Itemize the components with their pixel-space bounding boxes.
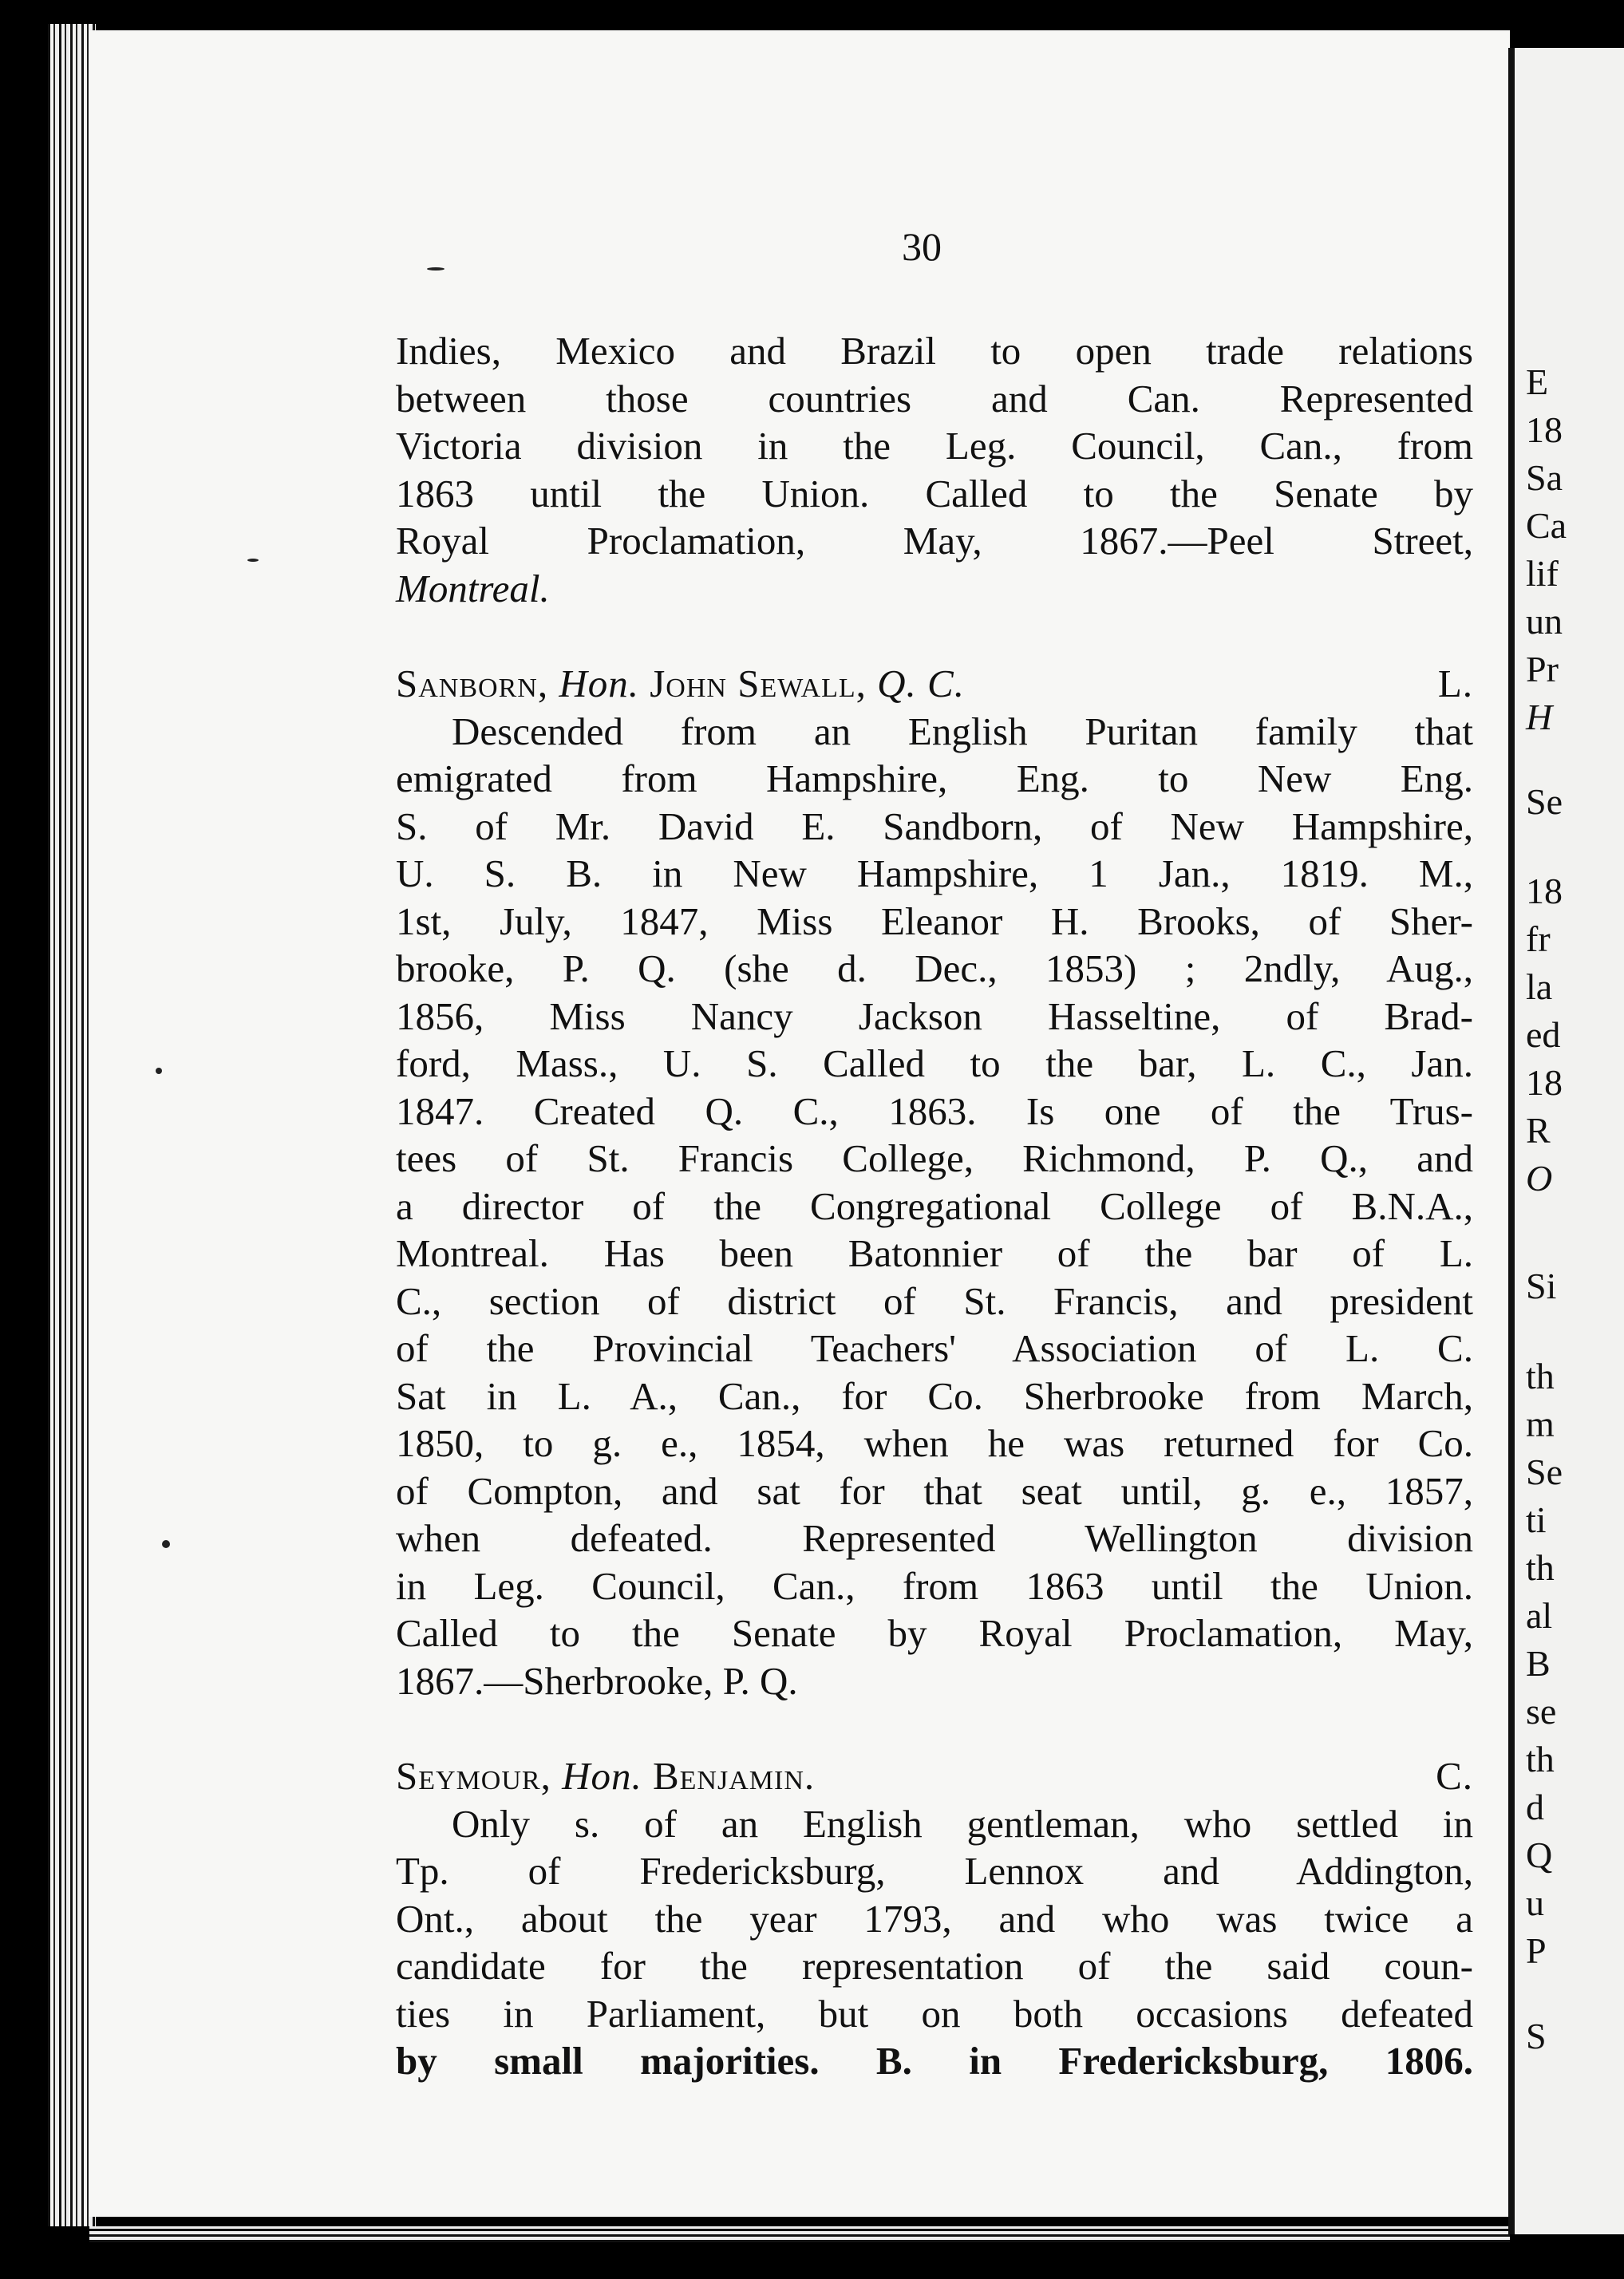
text-line: ties in Parliament, but on both occasions defeated: [396, 1991, 1473, 2036]
entry-name: [396, 1752, 815, 1800]
adjacent-fragment: Sa: [1526, 457, 1563, 498]
text-line: when defeated. Represented Wellington division: [396, 1516, 1473, 1560]
adjacent-page: [1508, 48, 1624, 2234]
adjacent-fragment: 18: [1526, 409, 1563, 450]
entry-qc: Q. C.: [877, 662, 965, 705]
adjacent-fragment: m: [1526, 1404, 1555, 1444]
adjacent-fragment: Se: [1526, 1452, 1563, 1492]
adjacent-fragment: la: [1526, 966, 1553, 1007]
text-line: by small majorities. B. in Fredericksburg, 1806.: [396, 2039, 1473, 2083]
adjacent-fragment: u: [1526, 1882, 1544, 1923]
adjacent-fragment: th: [1526, 1739, 1555, 1779]
adjacent-fragment: Si: [1526, 1266, 1557, 1306]
adjacent-fragment: un: [1526, 601, 1563, 642]
entry-honorific: Hon.: [559, 662, 639, 705]
text-line: Ont., about the year 1793, and who was twice a: [396, 1896, 1473, 1941]
entry-name: [396, 660, 965, 708]
text-line: 1856, Miss Nancy Jackson Hasseltine, of Brad-: [396, 993, 1473, 1038]
text-line: emigrated from Hampshire, Eng. to New Eng.: [396, 756, 1473, 800]
page-number: 30: [902, 224, 942, 269]
adjacent-fragment: se: [1526, 1691, 1557, 1732]
book-page-edges: [48, 24, 96, 2226]
adjacent-fragment: O: [1526, 1158, 1553, 1199]
entry-party: L.: [1437, 662, 1473, 705]
entry-surname: Seymour,: [396, 1754, 551, 1798]
adjacent-fragment: B: [1526, 1643, 1551, 1684]
text-line: brooke, P. Q. (she d. Dec., 1853) ; 2ndly, Aug.,: [396, 946, 1473, 990]
entry-heading: [396, 1752, 1473, 1800]
adjacent-fragment: Se: [1526, 781, 1563, 822]
text-line: Indies, Mexico and Brazil to open trade relations: [396, 329, 1473, 373]
text-line: candidate for the representation of the said coun-: [396, 1944, 1473, 1988]
adjacent-fragment: P: [1526, 1930, 1547, 1971]
adjacent-fragment: th: [1526, 1356, 1555, 1396]
adjacent-fragment: d: [1526, 1787, 1544, 1827]
scan-speck: [156, 1068, 162, 1074]
text-line: in Leg. Council, Can., from 1863 until the Union.: [396, 1563, 1473, 1608]
adjacent-fragment: ed: [1526, 1014, 1561, 1055]
adjacent-fragment: Ca: [1526, 505, 1567, 546]
adjacent-fragment: H: [1526, 697, 1553, 737]
text-line: ford, Mass., U. S. Called to the bar, L. C., Jan.: [396, 1041, 1473, 1085]
adjacent-fragment: lif: [1526, 553, 1559, 594]
text-line: Only s. of an English gentleman, who settled in: [452, 1801, 1473, 1846]
text-line: U. S. B. in New Hampshire, 1 Jan., 1819. M.,: [396, 851, 1473, 895]
text-line: Victoria division in the Leg. Council, Can., from: [396, 424, 1473, 468]
adjacent-fragment: al: [1526, 1595, 1553, 1636]
entry-heading: [396, 660, 1473, 708]
text-line: 1st, July, 1847, Miss Eleanor H. Brooks, of Sher-: [396, 899, 1473, 943]
entry-honorific: Hon.: [562, 1754, 642, 1798]
text-line: 1867.—Sherbrooke, P. Q.: [396, 1658, 798, 1703]
text-line: S. of Mr. David E. Sandborn, of New Hampshire,: [396, 804, 1473, 848]
adjacent-fragment: 18: [1526, 871, 1563, 911]
scan-speck: [162, 1540, 170, 1548]
entry-given-name: John Sewall,: [650, 662, 867, 705]
scan-speck: [247, 559, 259, 562]
text-line: between those countries and Can. Represented: [396, 376, 1473, 421]
adjacent-fragment: E: [1526, 361, 1549, 402]
text-line: of the Provincial Teachers' Association of L. C.: [396, 1326, 1473, 1370]
text-line: Montreal. Has been Batonnier of the bar of L.: [396, 1231, 1473, 1275]
entry-given-name: Benjamin.: [652, 1754, 816, 1798]
adjacent-fragment: Pr: [1526, 649, 1559, 689]
adjacent-fragment: th: [1526, 1547, 1555, 1588]
text-line: a director of the Congregational College of B.N.A.,: [396, 1183, 1473, 1228]
text-line: Montreal.: [396, 566, 550, 610]
adjacent-fragment: 18: [1526, 1062, 1563, 1103]
book-bottom-edge: [89, 2226, 1510, 2242]
text-line: Descended from an English Puritan family that: [452, 709, 1473, 753]
text-line: 1850, to g. e., 1854, when he was returned for Co.: [396, 1421, 1473, 1465]
scan-speck: [427, 267, 445, 271]
entry-body: [396, 708, 1473, 1705]
adjacent-fragment: ti: [1526, 1499, 1547, 1540]
entry-body: [396, 1800, 1473, 2085]
entry-surname: Sanborn,: [396, 662, 549, 705]
adjacent-fragment: fr: [1526, 918, 1551, 959]
text-line: Royal Proclamation, May, 1867.—Peel Street,: [396, 519, 1473, 563]
text-line: Tp. of Fredericksburg, Lennox and Addington,: [396, 1849, 1473, 1893]
page-text: [396, 327, 1473, 2085]
continuation-paragraph: [396, 327, 1473, 612]
adjacent-fragment: S: [1526, 2016, 1547, 2056]
text-line: Called to the Senate by Royal Proclamation, May,: [396, 1611, 1473, 1655]
adjacent-fragment: R: [1526, 1110, 1551, 1151]
text-line: 1863 until the Union. Called to the Senate by: [396, 471, 1473, 515]
text-line: of Compton, and sat for that seat until, g. e., 1857,: [396, 1468, 1473, 1513]
text-line: 1847. Created Q. C., 1863. Is one of the Trus-: [396, 1088, 1473, 1133]
adjacent-fragment: Q: [1526, 1835, 1553, 1875]
text-line: Sat in L. A., Can., for Co. Sherbrooke from March,: [396, 1373, 1473, 1418]
entry-party: C.: [1436, 1754, 1473, 1798]
text-line: C., section of district of St. Francis, and president: [396, 1278, 1473, 1323]
text-line: tees of St. Francis College, Richmond, P. Q., and: [396, 1136, 1473, 1180]
